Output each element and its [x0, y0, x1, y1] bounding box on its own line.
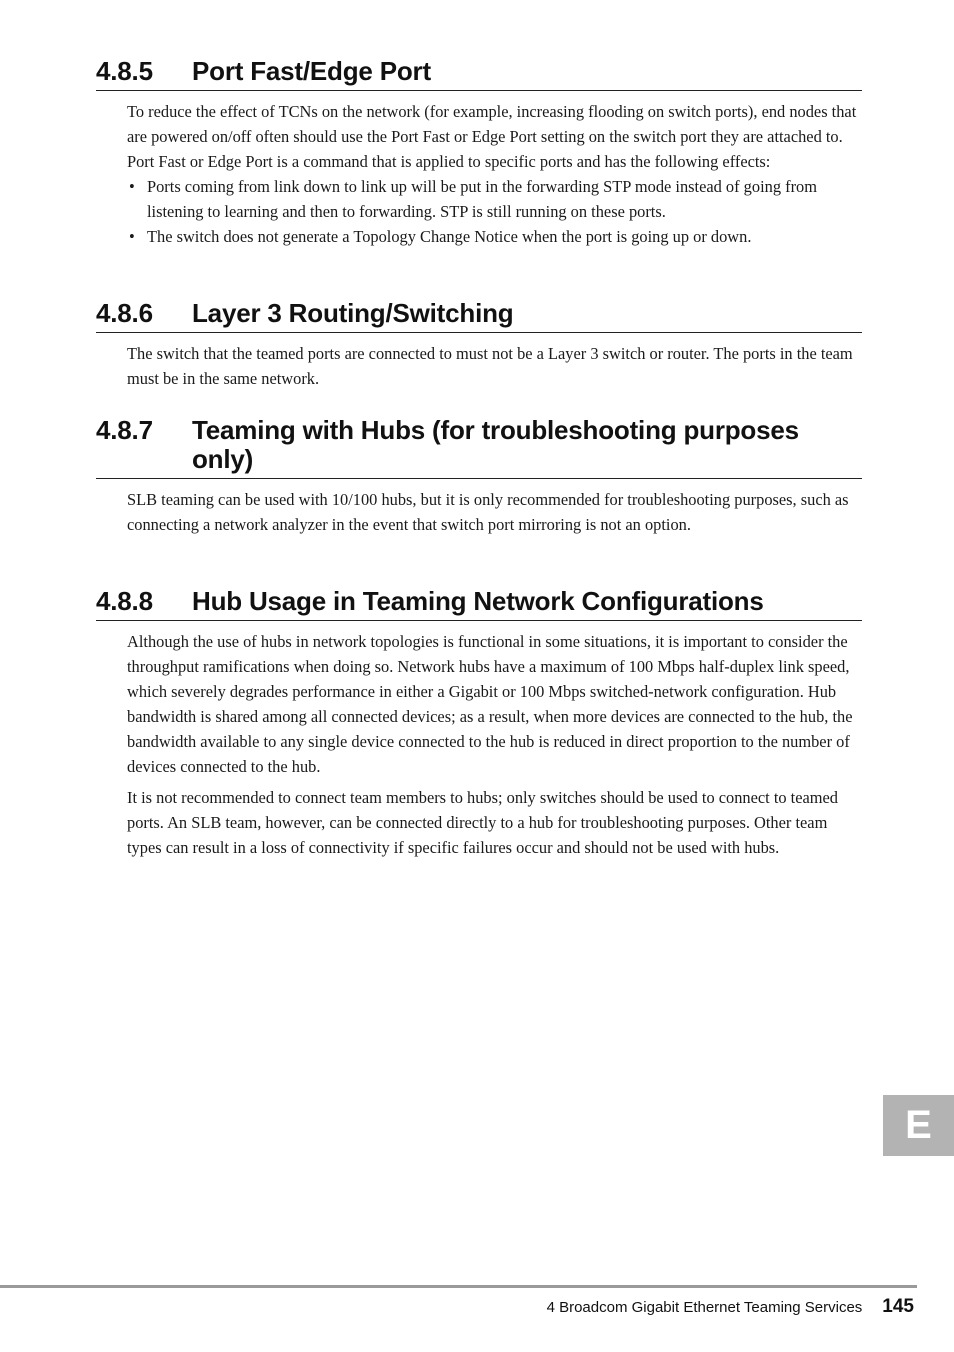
section-body — [127, 99, 862, 249]
footer-divider — [0, 1285, 917, 1288]
section-title: Port Fast/Edge Port — [192, 56, 431, 86]
bullet-item — [127, 174, 862, 224]
section-heading — [96, 587, 862, 621]
paragraph: To reduce the effect of TCNs on the network (for example, increasing flooding on switch ports), end nodes that are powered on/off often should use the Port Fast or Edge Port setting on the switch port they are attached to. Port Fast or Edge Port is a command that is applied to specific ports and has the following effects: — [127, 102, 857, 171]
section-number: 4.8.5 — [96, 56, 153, 86]
bullet-icon: • — [129, 177, 135, 196]
section-4-8-5 — [96, 57, 862, 249]
section-4-8-8 — [96, 587, 862, 860]
paragraph: SLB teaming can be used with 10/100 hubs, but it is only recommended for troubleshooting purposes, such as connecting a network analyzer in the event that switch port mirroring is not an option. — [127, 490, 849, 534]
page-number: 145 — [882, 1296, 914, 1317]
section-heading — [96, 299, 862, 333]
section-number: 4.8.6 — [96, 298, 153, 328]
bullet-icon: • — [129, 227, 135, 246]
page-footer — [547, 1296, 914, 1318]
section-number: 4.8.8 — [96, 586, 153, 616]
footer-chapter-title: 4 Broadcom Gigabit Ethernet Teaming Services — [546, 1299, 863, 1316]
section-body — [127, 487, 862, 537]
section-heading — [96, 57, 862, 91]
section-title: Hub Usage in Teaming Network Configurations — [192, 586, 764, 616]
section-4-8-6 — [96, 299, 862, 391]
section-body — [127, 341, 862, 391]
paragraph: It is not recommended to connect team members to hubs; only switches should be used to connect to teamed ports. An SLB team, however, can be connected directly to a hub for troubleshooting purposes. Other team types can result in a loss of connectivity if specific failures occur and should not be used with hubs. — [127, 788, 838, 857]
chapter-tab: E — [883, 1095, 954, 1156]
section-body — [127, 629, 862, 860]
bullet-item — [127, 224, 862, 249]
section-number: 4.8.7 — [96, 415, 153, 445]
bullet-text: The switch does not generate a Topology Change Notice when the port is going up or down. — [147, 227, 752, 246]
paragraph: Although the use of hubs in network topologies is functional in some situations, it is important to consider the throughput ramifications when doing so. Network hubs have a maximum of 100 Mbps half-duplex link speed, which severely degrades performance in either a Gigabit or 100 Mbps switched-network configuration. Hub bandwidth is shared among all connected devices; as a result, when more devices are connected to the hub, the bandwidth available to any single device connected to the hub is reduced in direct proportion to the number of devices connected to the hub. — [127, 632, 853, 776]
bullet-text: Ports coming from link down to link up will be put in the forwarding STP mode instead of going from listening to learning and then to forwarding. STP is still running on these ports. — [147, 177, 817, 221]
bullet-list — [127, 174, 862, 249]
section-title: Teaming with Hubs (for troubleshooting purposes only) — [192, 415, 799, 474]
paragraph: The switch that the teamed ports are connected to must not be a Layer 3 switch or router. The ports in the team must be in the same network. — [127, 344, 853, 388]
section-4-8-7 — [96, 416, 862, 537]
section-title: Layer 3 Routing/Switching — [192, 298, 514, 328]
section-heading — [96, 416, 862, 479]
